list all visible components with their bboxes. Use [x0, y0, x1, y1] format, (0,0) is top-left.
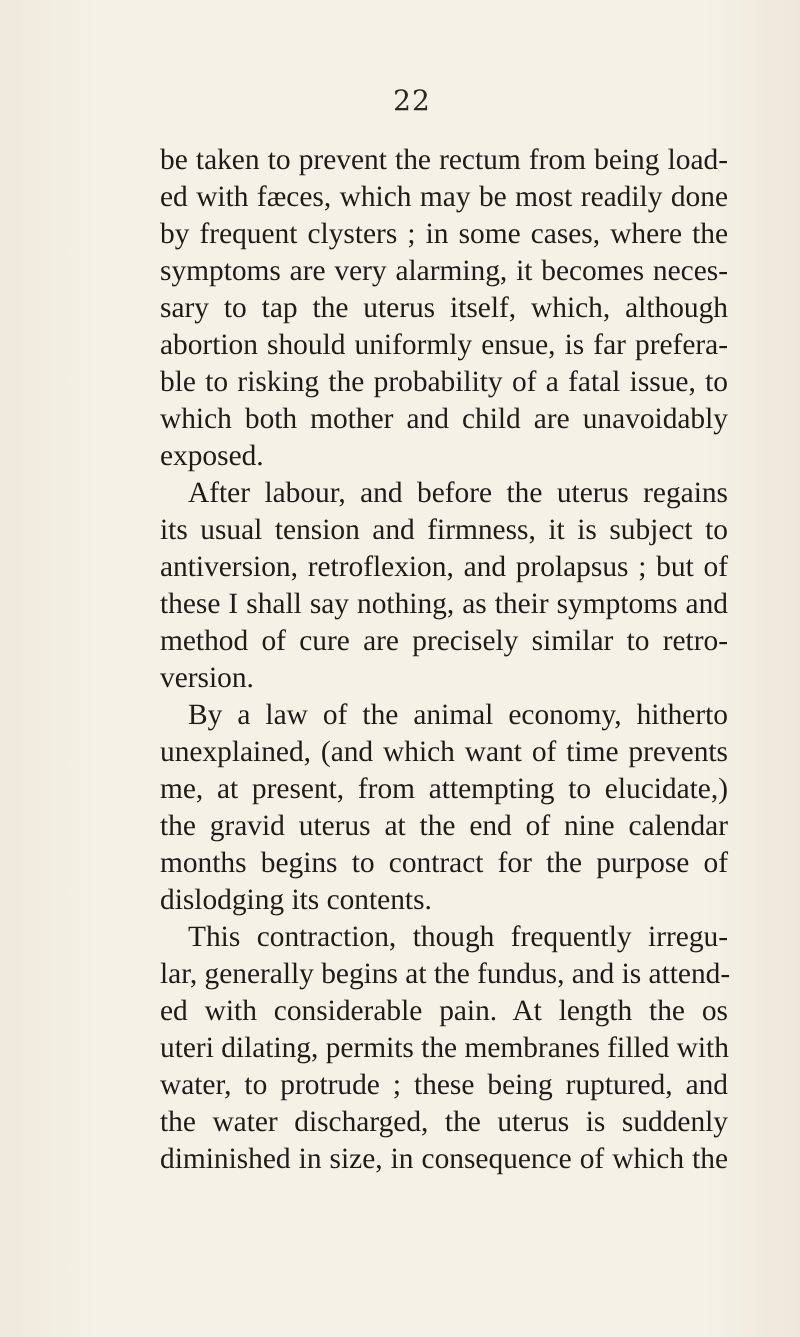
text-line: water, to protrude ; these being ruptured, and — [160, 1069, 728, 1101]
text-line: exposed. — [160, 440, 264, 472]
text-line: unexplained, (and which want of time prevents — [160, 736, 728, 768]
text-line: by frequent clysters ; in some cases, where the — [160, 218, 728, 250]
paragraph-start-line: After labour, and before the uterus regains — [188, 477, 728, 509]
text-line: version. — [160, 662, 254, 694]
text-line: method of cure are precisely similar to retro- — [160, 625, 728, 657]
text-line: the water discharged, the uterus is suddenly — [160, 1106, 728, 1138]
paragraph-start-line: This contraction, though frequently irregu- — [188, 921, 728, 953]
text-line: sary to tap the uterus itself, which, although — [160, 292, 728, 324]
text-line: lar, generally begins at the fundus, and is attend- — [160, 958, 731, 990]
text-line: symptoms are very alarming, it becomes neces- — [160, 255, 728, 287]
text-line: me, at present, from attempting to elucidate,) — [160, 773, 728, 805]
text-line: ed with fæces, which may be most readily done — [160, 181, 728, 213]
text-line: abortion should uniformly ensue, is far prefera- — [160, 329, 728, 361]
body-text — [160, 142, 731, 1178]
text-line: these I shall say nothing, as their symptoms and — [160, 588, 728, 620]
text-line: its usual tension and firmness, it is subject to — [160, 514, 728, 546]
text-line: ble to risking the probability of a fatal issue, to — [160, 366, 728, 398]
text-line: ed with considerable pain. At length the os — [160, 995, 728, 1027]
text-line: the gravid uterus at the end of nine calendar — [160, 810, 728, 842]
text-line: which both mother and child are unavoidably — [160, 403, 728, 435]
paragraph-start-line: By a law of the animal economy, hitherto — [188, 699, 728, 731]
text-line: antiversion, retroflexion, and prolapsus ; but of — [160, 551, 728, 583]
text-line: be taken to prevent the rectum from being load- — [160, 144, 728, 176]
text-line: dislodging its contents. — [160, 884, 432, 916]
text-line: diminished in size, in consequence of which the — [160, 1143, 728, 1175]
page-number: 22 — [393, 84, 431, 117]
text-line: uteri dilating, permits the membranes filled with — [160, 1032, 729, 1064]
text-line: months begins to contract for the purpose of — [160, 847, 728, 879]
